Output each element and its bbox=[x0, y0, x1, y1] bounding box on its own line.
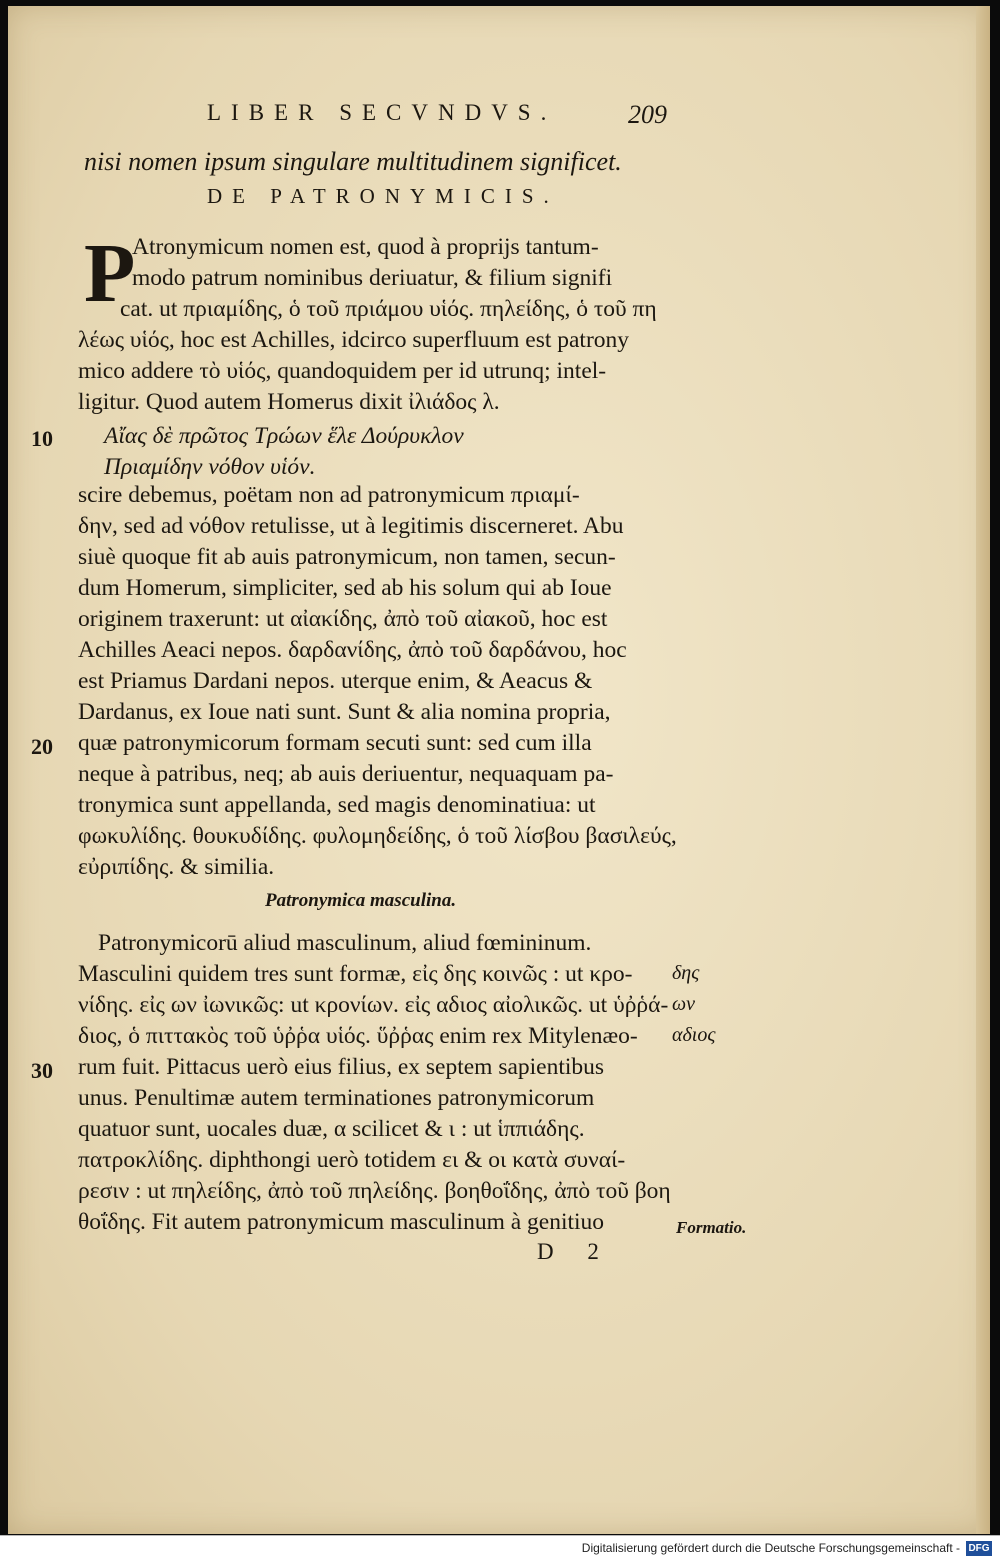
continuation-line: nisi nomen ipsum singulare multitudinem significet. bbox=[84, 147, 622, 176]
text-line: scire debemus, poëtam non ad patronymicum πριαμί- bbox=[78, 482, 580, 508]
text-line: Atronymicum nomen est, quod à proprijs tantum- bbox=[132, 234, 599, 260]
text-line: λέως υἱός, hoc est Achilles, idcirco superfluum est patrony bbox=[78, 327, 630, 353]
marginal-note: αδιος bbox=[672, 1024, 716, 1046]
text-line: siuè quoque fit ab auis patronymicum, non tamen, secun- bbox=[78, 544, 616, 570]
verse-line: Αἴας δὲ πρῶτος Τρώων ἕλε Δούρυκλον bbox=[104, 423, 464, 449]
text-line: δην, sed ad νόθον retulisse, ut à legitimis discerneret. Abu bbox=[78, 513, 624, 539]
dfg-logo: DFG bbox=[966, 1541, 992, 1556]
text-line: Dardanus, ex Ioue nati sunt. Sunt & alia nomina propria, bbox=[78, 699, 611, 725]
line-number: 10 bbox=[31, 426, 53, 451]
text-line: Patronymicorū aliud masculinum, aliud fœmininum. bbox=[98, 930, 592, 956]
line-number: 30 bbox=[31, 1058, 53, 1083]
text-line: ρεσιν : ut πηλείδης, ἀπὸ τοῦ πηλείδης. βοηθοΐδης, ἀπὸ τοῦ βοη bbox=[78, 1178, 671, 1204]
text-line: unus. Penultimæ autem terminationes patronymicorum bbox=[78, 1085, 595, 1111]
text-line: πατροκλίδης. diphthongi uerò totidem ει & οι κατὰ συναί- bbox=[78, 1147, 626, 1173]
text-line: est Priamus Dardani nepos. uterque enim, & Aeacus & bbox=[78, 668, 593, 694]
text-line: νίδης. εἰς ων ἰωνικῶς: ut κρονίων. εἰς αδιος αἰολικῶς. ut ὑῤῥά- bbox=[78, 992, 669, 1018]
text-line: neque à patribus, neq; ab auis deriuentur, nequaquam pa- bbox=[78, 761, 614, 787]
drop-cap: P bbox=[84, 227, 136, 320]
folio-number: 209 bbox=[628, 100, 667, 129]
text-line: rum fuit. Pittacus uerò eius filius, ex septem sapientibus bbox=[78, 1054, 605, 1080]
text-line: διος, ὁ πιττακὸς τοῦ ὑῤῥα υἱός. ὕῤῥας enim rex Mitylenæo- bbox=[78, 1023, 638, 1049]
text-line: quæ patronymicorum formam secuti sunt: sed cum illa bbox=[78, 730, 592, 756]
text-line: εὐριπίδης. & similia. bbox=[78, 854, 275, 880]
text-line: originem traxerunt: ut αἰακίδης, ἀπὸ τοῦ αἰακοῦ, hoc est bbox=[78, 606, 608, 632]
marginal-note: Formatio. bbox=[676, 1218, 747, 1237]
text-line: Masculini quidem tres sunt formæ, εἰς δης κοινῶς : ut κρο- bbox=[78, 961, 633, 987]
running-head: LIBER SECVNDVS. bbox=[207, 100, 557, 125]
marginal-note: δης bbox=[672, 962, 700, 984]
text-line: cat. ut πριαμίδης, ὁ τοῦ πριάμου υἱός. πηλείδης, ὁ τοῦ πη bbox=[120, 296, 657, 322]
marginal-note: ων bbox=[672, 993, 695, 1015]
footer-credit: Digitalisierung gefördert durch die Deutsche Forschungsgemeinschaft - bbox=[581, 1541, 960, 1555]
verse-line: Πριαμίδην νόθον υἱόν. bbox=[104, 454, 316, 480]
text-line: θοΐδης. Fit autem patronymicum masculinum à genitiuo bbox=[78, 1209, 605, 1235]
text-line: Achilles Aeaci nepos. δαρδανίδης, ἀπὸ τοῦ δαρδάνου, hoc bbox=[78, 637, 627, 663]
footer-bar bbox=[0, 1535, 1000, 1562]
page-edge bbox=[976, 6, 990, 1534]
section-title: DE PATRONYMICIS. bbox=[207, 184, 559, 208]
text-line: mico addere τὸ υἱός, quandoquidem per id utrunq; intel- bbox=[78, 358, 607, 384]
subheading: Patronymica masculina. bbox=[265, 890, 457, 911]
text-line: φωκυλίδης. θουκυδίδης. φυλομηδείδης, ὁ τοῦ λίσβου βασιλεύς, bbox=[78, 823, 677, 849]
text-line: ligitur. Quod autem Homerus dixit ἰλιάδος λ. bbox=[78, 389, 500, 415]
text-line: quatuor sunt, uocales duæ, α scilicet & ι : ut ἱππιάδης. bbox=[78, 1116, 585, 1142]
text-line: dum Homerum, simpliciter, sed ab his solum qui ab Ioue bbox=[78, 575, 612, 601]
line-number: 20 bbox=[31, 734, 53, 759]
signature-mark: D 2 bbox=[537, 1239, 613, 1264]
text-line: modo patrum nominibus deriuatur, & filium signifi bbox=[132, 265, 613, 291]
text-line: tronymica sunt appellanda, sed magis denominatiua: ut bbox=[78, 792, 596, 818]
